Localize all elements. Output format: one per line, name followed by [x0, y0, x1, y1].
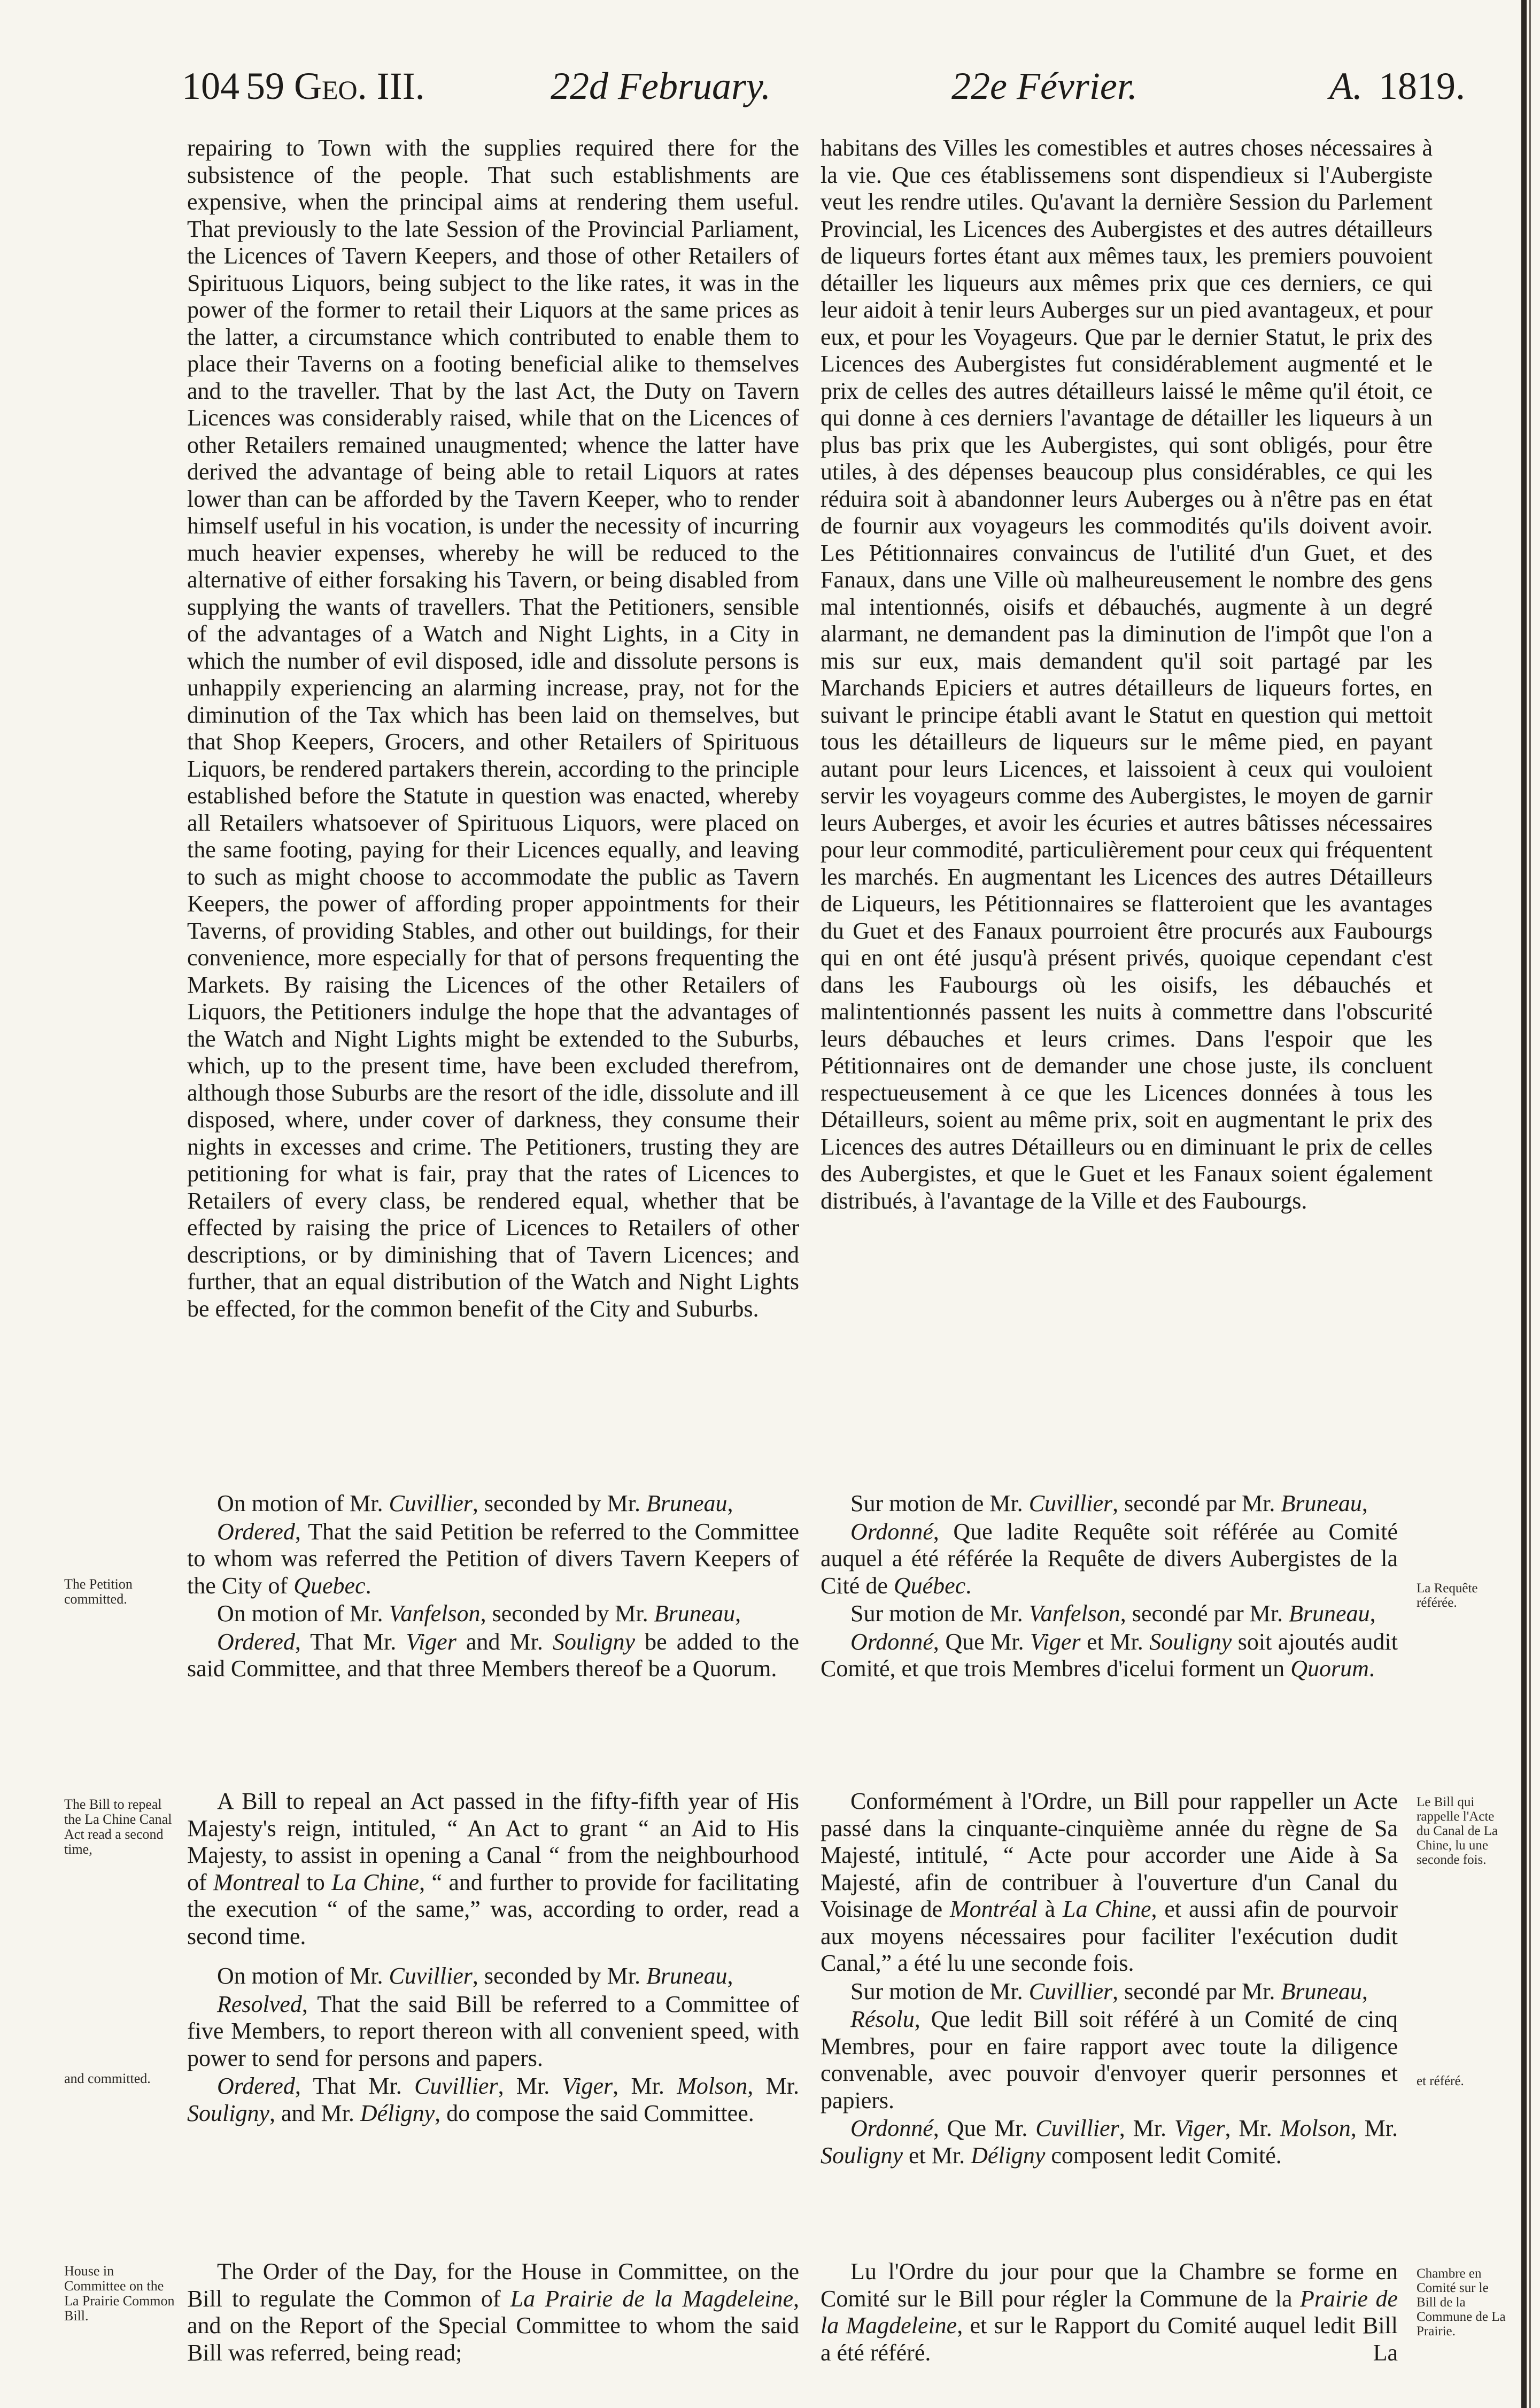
reign: 59 Geo. III. — [246, 65, 425, 107]
ordered2-fr: Ordonné, Que Mr. Viger et Mr. Souligny soit ajoutés audit Comité, et que trois Membres d'icelui forment un Quorum. — [821, 1628, 1398, 1682]
ordered1-fr: Ordonné, Que ladite Requête soit référée au Comité auquel a été référée la Requête de divers Aubergistes de la Cité de Québec. — [821, 1518, 1398, 1599]
margin-note-bill-rappelle: Le Bill qui rappelle l'Acte du Canal de La Chine, lu une seconde fois. — [1417, 1795, 1498, 1867]
motion3-fr: Sur motion de Mr. Cuvillier, secondé par Mr. Bruneau, — [850, 1978, 1368, 2004]
resolved-fr: Résolu, Que ledit Bill soit référé à un Comité de cinq Membres, pour en faire rapport avec toute la diligence convenable, avec pouvoir d'envoyer querir personnes et papiers. — [821, 2006, 1398, 2113]
section1-english — [187, 1490, 799, 1684]
margin-note-and-committed: and committed. — [64, 2071, 151, 2086]
ordered2-en: Ordered, That Mr. Viger and Mr. Souligny be added to the said Committee, and that three Members thereof be a Quorum. — [187, 1628, 799, 1682]
scan-edge — [1521, 0, 1527, 2408]
scan-edge-light — [1529, 0, 1531, 2408]
order-of-day-fr: Lu l'Ordre du jour pour que la Chambre se forme en Comité sur le Bill pour régler la Commune de la Prairie de la Magdeleine, et sur le Rapport du Comité auquel ledit Bill a été référé. La — [821, 2258, 1398, 2366]
section3-french — [821, 2258, 1398, 2367]
ordered3-fr: Ordonné, Que Mr. Cuvillier, Mr. Viger, Mr. Molson, Mr. Souligny et Mr. Déligny composent ledit Comité. — [821, 2115, 1398, 2169]
resolved-en: Resolved, That the said Bill be referred to a Committee of five Members, to report thereon with all convenient speed, with power to send for persons and papers. — [187, 1991, 799, 2071]
margin-note-petition-committed: The Petition committed. — [64, 1576, 133, 1607]
motion1-en: On motion of Mr. Cuvillier, seconded by Mr. Bruneau, — [217, 1490, 733, 1516]
motion1-fr: Sur motion de Mr. Cuvillier, secondé par Mr. Bruneau, — [850, 1490, 1368, 1516]
section2-english — [187, 1788, 799, 2128]
bill-second-reading-fr: Conformément à l'Ordre, un Bill pour rappeller un Acte passé dans la cinquante-cinquième année du règne de Sa Majesté, intitulé, “ Acte pour accorder une Aide à Sa Majesté, afin de contribuer à l'ouverture d'un Canal du Voisinage de Montréal à La Chine, et aussi afin de pourvoir aux moyens nécessaires pour faciliter l'exécution dudit Canal,” a été lu une seconde fois. — [821, 1788, 1398, 1976]
margin-note-house-in-committee: House in Committee on the La Prairie Common Bill. — [64, 2263, 175, 2324]
catchword: La — [1373, 2339, 1398, 2366]
bill-second-reading-en: A Bill to repeal an Act passed in the fifty-fifth year of His Majesty's reign, intituled, “ An Act to grant “ an Aid to His Majesty, to assist in opening a Canal “ from the neighbourhood of Montreal to La Chine, “ and further to provide for facilitating the execution “ of the same,” was, according to order, read a second time. — [187, 1788, 800, 1949]
year — [1329, 64, 1465, 109]
section3-english — [187, 2258, 799, 2367]
margin-note-bill-repeal: The Bill to repeal the La Chine Canal Act read a second time, — [64, 1797, 172, 1857]
petition-text-english — [187, 135, 799, 1322]
petition-text-french — [821, 135, 1433, 1214]
petition-paragraph-en: repairing to Town with the supplies required there for the subsistence of the people. That such establishments are expensive, when the principal aims at rendering them useful. That previously to the late Session of the Provincial Parliament, the Licences of Tavern Keepers, and those of other Retailers of Spirituous Liquors, being subject to the like rates, it was in the power of the former to retail their Liquors at the same prices as the latter, a circumstance which contributed to enable them to place their Taverns on a footing beneficial alike to themselves and to the traveller. That by the last Act, the Duty on Tavern Licences was considerably raised, while that on the Licences of other Retailers remained unaugmented; whence the latter have derived the advantage of being able to retail Liquors at rates lower than can be afforded by the Tavern Keeper, who to render himself useful in his vocation, is under the necessity of incurring much heavier expenses, whereby he will be reduced to the alternative of either forsaking his Tavern, or being disabled from supplying the wants of travellers. That the Petitioners, sensible of the advantages of a Watch and Night Lights, in a City in which the number of evil disposed, idle and dissolute persons is unhappily experiencing an alarming increase, pray, not for the diminution of the Tax which has been laid on themselves, but that Shop Keepers, Grocers, and other Retailers of Spirituous Liquors, be rendered partakers therein, according to the principle established before the Statute in question was enacted, whereby all Retailers whatsoever of Spirituous Liquors, were placed on the same footing, paying for their Licences equally, and leaving to such as might choose to accommodate the public as Tavern Keepers, the power of affording proper appointments for their Taverns, of providing Stables, and other out buildings, for their convenience, more especially for that of persons frequenting the Markets. By raising the Licences of the other Retailers of Liquors, the Petitioners indulge the hope that the advantages of the Watch and Night Lights might be extended to the Suburbs, which, up to the present time, have been excluded therefrom, although those Suburbs are the resort of the idle, dissolute and ill disposed, where, under cover of darkness, they consume their nights in excesses and crime. The Petitioners, trusting they are petitioning for what is fair, pray that the rates of Licences to Retailers of every class, be rendered equal, whether that be effected by raising the price of Licences to Retailers of other descriptions, or by diminishing that of Tavern Licences; and further, that an equal distribution of the Watch and Night Lights be effected, for the common benefit of the City and Suburbs. — [187, 135, 799, 1322]
date-english: 22d February. — [551, 65, 771, 107]
order-of-day-en: The Order of the Day, for the House in Committee, on the Bill to regulate the Common of La Prairie de la Magdeleine, and on the Report of the Special Committee to whom the said Bill was referred, being read; — [187, 2258, 800, 2366]
margin-note-requete-referee: La Requête référée. — [1417, 1581, 1478, 1610]
year-prefix: A. — [1329, 65, 1363, 107]
motion2-fr: Sur motion de Mr. Vanfelson, secondé par Mr. Bruneau, — [850, 1600, 1376, 1627]
motion2-en: On motion of Mr. Vanfelson, seconded by Mr. Bruneau, — [217, 1600, 741, 1627]
ordered3-en: Ordered, That Mr. Cuvillier, Mr. Viger, Mr. Molson, Mr. Souligny, and Mr. Déligny, do compose the said Committee. — [187, 2073, 799, 2126]
margin-note-chambre-en-comite: Chambre en Comité sur le Bill de la Commune de La Prairie. — [1417, 2266, 1506, 2339]
running-header — [182, 64, 1465, 123]
motion3-en: On motion of Mr. Cuvillier, seconded by Mr. Bruneau, — [217, 1963, 733, 1989]
section1-french — [821, 1490, 1398, 1684]
section2-french — [821, 1788, 1398, 2170]
margin-note-et-refere: et référé. — [1417, 2074, 1464, 2088]
page-number: 104 — [182, 65, 239, 107]
date-french: 22e Février. — [951, 65, 1137, 107]
petition-paragraph-fr: habitans des Villes les comestibles et autres choses nécessaires à la vie. Que ces établissemens sont dispendieux si l'Aubergiste veut les rendre utiles. Qu'avant la dernière Session du Parlement Provincial, les Licences des Aubergistes et des autres détailleurs de liqueurs fortes étant aux mêmes taux, les premiers pouvoient détailler les liqueurs aux mêmes prix que ces derniers, ce qui leur aidoit à tenir leurs Auberges sur un pied avantageux, et pour eux, et pour les Voyageurs. Que par le dernier Statut, le prix des Licences des Aubergistes fut considérablement augmenté et le prix de celles des autres détailleurs laissé le même qu'il étoit, ce qui donne à ces derniers l'avantage de détailler les liqueurs à un plus bas prix que les Aubergistes, qui sont obligés, pour être utiles, à des dépenses beaucoup plus considérables, ce qui les réduira soit à abandonner leurs Auberges ou à n'être pas en état de fournir aux voyageurs les commodités qu'ils doivent avoir. Les Pétitionnaires convaincus de l'utilité d'un Guet, et des Fanaux, dans une Ville où malheureusement le nombre des gens mal intentionnés, oisifs et débauchés, augmente à un degré alarmant, ne demandent pas la diminution de l'impôt que l'on a mis sur eux, mais demandent qu'il soit partagé par les Marchands Epiciers et autres détailleurs de liqueurs fortes, en suivant le principe établi avant le Statut en question qui mettoit tous les détailleurs de liqueurs sur le même pied, en payant autant pour leurs Licences, et laissoient à ceux qui vouloient servir les voyageurs comme des Aubergistes, le moyen de garnir leurs Auberges, et avoir les écuries et autres bâtisses nécessaires pour leur commodité, particulièrement pour ceux qui fréquentent les marchés. En augmentant les Licences des autres Détailleurs de Liqueurs, les Pétitionnaires se flatteroient que les avantages du Guet et des Fanaux pourroient être procurés aux Faubourgs qui en ont été jusqu'à présent privés, quoique cependant c'est dans les Faubourgs où les oisifs, les débauchés et malintentionnés passent les nuits à commettre dans l'obscurité leurs débauches et leurs crimes. Dans l'espoir que les Pétitionnaires ont de demander une chose juste, ils concluent respectueusement à ce que les Licences données à tous les Détailleurs, soient au même prix, soit en augmentant le prix des Licences des autres Détailleurs ou en diminuant le prix de celles des Aubergistes, et que le Guet et les Fanaux soient également distribués, à l'avantage de la Ville et des Faubourgs. — [821, 135, 1433, 1214]
ordered1-en: Ordered, That the said Petition be referred to the Committee to whom was referred the Petition of divers Tavern Keepers of the City of Quebec. — [187, 1518, 799, 1599]
year-value: 1819. — [1379, 65, 1465, 107]
